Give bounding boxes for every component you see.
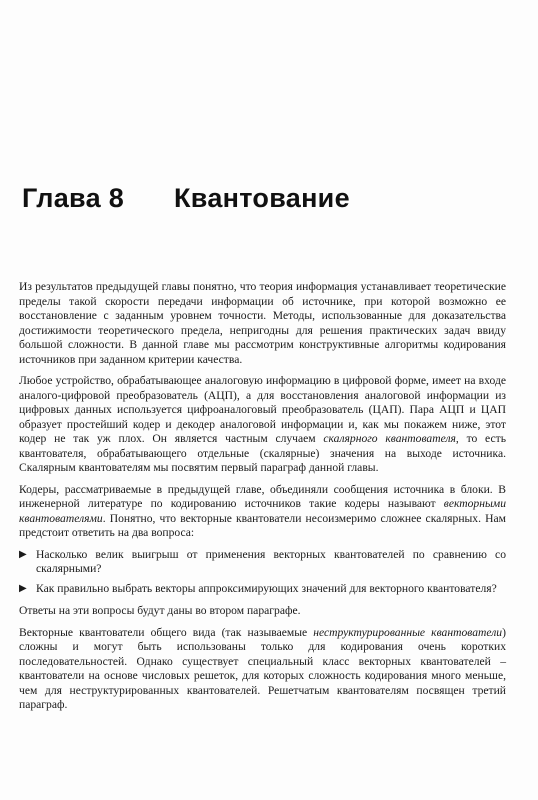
chapter-title: Квантование [174,183,350,213]
paragraph-intro: Из результатов предыдущей главы понятно, что теория информация устанавливает теоретические пределы такой скорости передачи информации об источнике, при которой возможно ее восстановление с заданным уровнем точности. Методы, использованные для доказательства достижимости теоретического предела, непригодны для решения практических задач ввиду большой сложности. В данной главе мы рассмотрим конструктивные алгоритмы кодирования источников при заданном критерии качества. [19,280,506,366]
question-text: Насколько велик выигрыш от применения векторных квантователей по сравнению со скалярными? [36,547,506,575]
paragraph-vector-quantizer [19,483,506,541]
paragraph-text: ) сложны и могут быть использованы только для кодирования очень коротких последовательностей. Однако существует специальный класс векторных квантователей – квантователи на основе числовых решеток, для которых сложность кодирования много меньше, чем для неструктурированных квантователей. Решетчатым квантователям посвящен третий параграф. [19,625,506,711]
paragraph-text: Кодеры, рассматриваемые в предыдущей главе, объединяли сообщения источника в блоки. В инженерной литературе по кодированию источников такие кодеры называют [19,482,506,510]
chapter-heading [22,183,350,214]
question-list-item [19,582,506,597]
paragraph-answers: Ответы на эти вопросы будут даны во втором параграфе. [19,604,301,617]
chapter-body [19,280,506,720]
term-scalar-quantizer: скалярного квантователя [323,432,456,445]
term-unstructured-quantizers: неструктурированные квантователи [313,625,503,639]
paragraph-text: Любое устройство, обрабатывающее аналоговую информацию в цифровой форме, имеет на входе аналого-цифровой преобразователь (АЦП), а для восстановления аналоговой информации из цифровых данных используется цифроаналоговый преобразователь (ЦАП). Пара АЦП и ЦАП образует простейший кодер и декодер аналоговой информации и, как мы покажем ниже, этот кодер не так уж плох. Он является частным случаем [19,374,506,445]
paragraph-text: Векторные квантователи общего вида (так называемые [19,625,314,639]
question-list-item [19,548,506,577]
paragraph-text: , то есть квантователя, обрабатывающего отдельные (скалярные) значения на выходе источника. Скалярным квантователям мы посвятим первый параграф данной главы. [19,432,506,474]
question-text: Как правильно выбрать векторы аппроксимирующих значений для векторного квантователя? [36,581,497,595]
term-vector-quantizers: векторными квантователями [19,497,506,525]
paragraph-lattice-quantizer [19,626,506,713]
paragraph-text: . Понятно, что векторные квантователи несоизмеримо сложнее скалярных. Нам предстоит ответить на два вопроса: [19,511,506,539]
bullet-triangle-icon: ▶ [19,582,27,594]
bullet-triangle-icon: ▶ [19,548,27,560]
chapter-label: Глава 8 [22,183,125,213]
paragraph-scalar-quantizer [19,374,506,476]
